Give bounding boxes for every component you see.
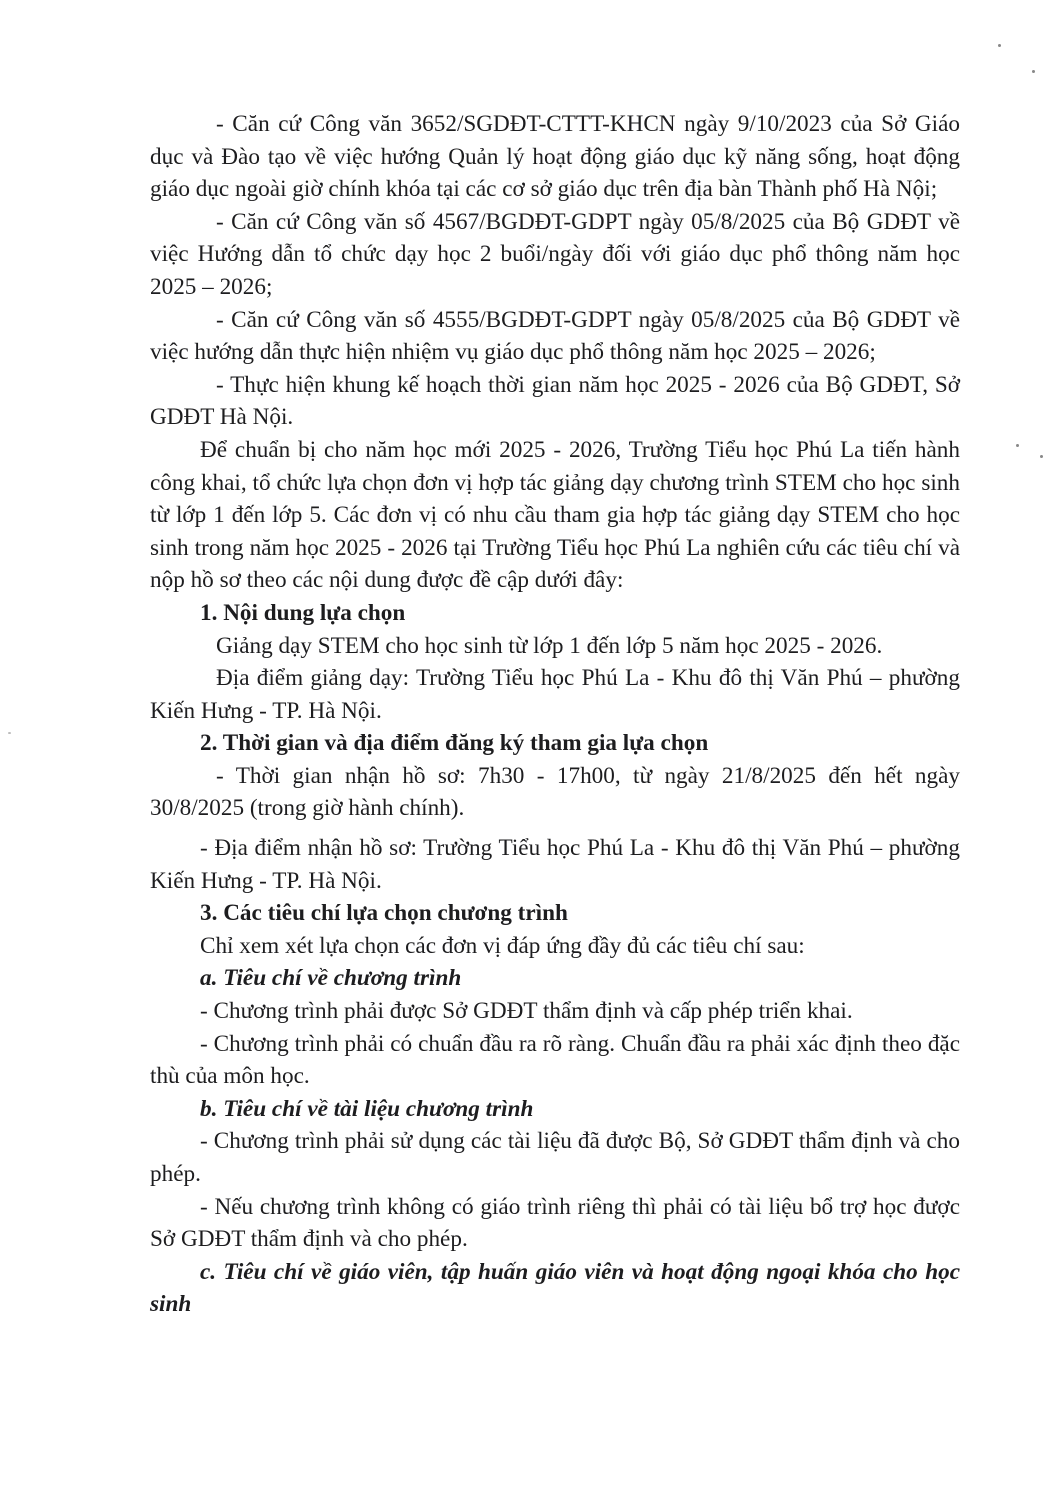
section-1-heading: 1. Nội dung lựa chọn bbox=[200, 599, 406, 626]
scan-speck bbox=[8, 732, 11, 734]
criteria-c-heading: c. Tiêu chí về giáo viên, tập huấn giáo viên và hoạt động ngoại khóa cho học sinh bbox=[150, 1258, 960, 1318]
intro-paragraph: Để chuẩn bị cho năm học mới 2025 - 2026, Trường Tiểu học Phú La tiến hành công khai, tổ chức lựa chọn đơn vị hợp tác giảng dạy chương trình STEM cho học sinh từ lớp 1 đến lớp 5. Các đơn vị có nhu cầu tham gia hợp tác giảng dạy STEM cho học sinh trong năm học 2025 - 2026 tại Trường Tiểu học Phú La nghiên cứu các tiêu chí và nộp hồ sơ theo các nội dung được đề cập dưới đây: bbox=[150, 436, 960, 594]
section-3-intro: Chỉ xem xét lựa chọn các đơn vị đáp ứng đầy đủ các tiêu chí sau: bbox=[200, 932, 805, 959]
criteria-a-line: - Chương trình phải được Sở GDĐT thẩm định và cấp phép triển khai. bbox=[200, 998, 853, 1025]
legal-basis-1: - Căn cứ Công văn 3652/SGDĐT-CTTT-KHCN ngày 9/10/2023 của Sở Giáo dục và Đào tạo về việc hướng Quản lý hoạt động giáo dục kỹ năng sống, hoạt động giáo dục ngoài giờ chính khóa tại các cơ sở giáo dục trên địa bàn Thành phố Hà Nội; bbox=[150, 111, 960, 203]
section-2-line: - Địa điểm nhận hồ sơ: Trường Tiểu học Phú La - Khu đô thị Văn Phú – phường Kiến Hưng - TP. Hà Nội. bbox=[150, 835, 960, 894]
document-body bbox=[150, 108, 960, 1321]
section-1-line: Địa điểm giảng dạy: Trường Tiểu học Phú La - Khu đô thị Văn Phú – phường Kiến Hưng - TP. Hà Nội. bbox=[150, 665, 960, 724]
legal-basis-4: - Thực hiện khung kế hoạch thời gian năm học 2025 - 2026 của Bộ GDĐT, Sở GDĐT Hà Nội. bbox=[150, 371, 960, 431]
spacer bbox=[150, 825, 960, 832]
section-3-heading: 3. Các tiêu chí lựa chọn chương trình bbox=[200, 900, 568, 927]
scan-speck bbox=[1016, 444, 1019, 447]
legal-basis-2: - Căn cứ Công văn số 4567/BGDĐT-GDPT ngày 05/8/2025 của Bộ GDĐT về việc Hướng dẫn tổ chức dạy học 2 buổi/ngày đối với giáo dục phổ thông năm học 2025 – 2026; bbox=[150, 208, 960, 300]
criteria-b-heading: b. Tiêu chí về tài liệu chương trình bbox=[200, 1095, 534, 1122]
scan-speck bbox=[1040, 455, 1043, 458]
criteria-a-heading: a. Tiêu chí về chương trình bbox=[200, 965, 462, 992]
legal-basis-3: - Căn cứ Công văn số 4555/BGDĐT-GDPT ngày 05/8/2025 của Bộ GDĐT về việc hướng dẫn thực hiện nhiệm vụ giáo dục phổ thông năm học 2025 – 2026; bbox=[150, 306, 960, 366]
criteria-b-line: - Chương trình phải sử dụng các tài liệu đã được Bộ, Sở GDĐT thẩm định và cho phép. bbox=[150, 1128, 960, 1187]
section-2-line: - Thời gian nhận hồ sơ: 7h30 - 17h00, từ ngày 21/8/2025 đến hết ngày 30/8/2025 (trong giờ hành chính). bbox=[150, 762, 960, 822]
scan-speck bbox=[998, 44, 1001, 47]
section-2-heading: 2. Thời gian và địa điểm đăng ký tham gia lựa chọn bbox=[200, 730, 709, 757]
criteria-b-line: - Nếu chương trình không có giáo trình riêng thì phải có tài liệu bổ trợ học được Sở GDĐT thẩm định và cho phép. bbox=[150, 1193, 960, 1253]
criteria-a-line: - Chương trình phải có chuẩn đầu ra rõ ràng. Chuẩn đầu ra phải xác định theo đặc thù của môn học. bbox=[150, 1030, 960, 1090]
section-1-line: Giảng dạy STEM cho học sinh từ lớp 1 đến lớp 5 năm học 2025 - 2026. bbox=[216, 632, 883, 659]
scan-speck bbox=[1032, 70, 1035, 73]
